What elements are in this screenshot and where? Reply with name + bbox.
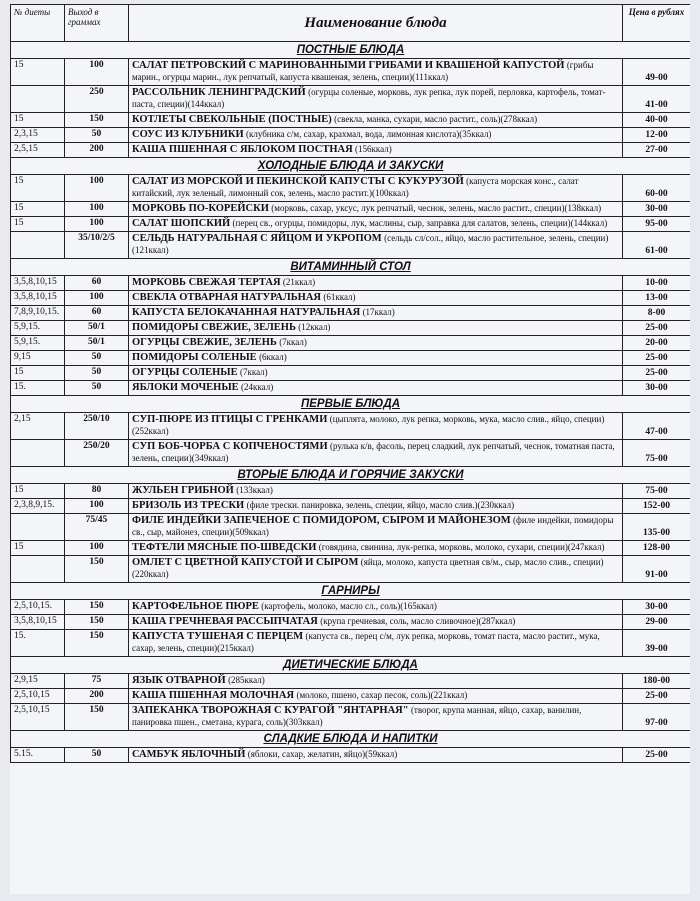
diet-numbers: 2,5,15	[11, 143, 65, 158]
dish-name: МОРКОВЬ СВЕЖАЯ ТЕРТАЯ	[132, 277, 281, 288]
section-title: СЛАДКИЕ БЛЮДА И НАПИТКИ	[11, 731, 691, 748]
dish-name: КОТЛЕТЫ СВЕКОЛЬНЫЕ (ПОСТНЫЕ)	[132, 114, 332, 125]
diet-numbers: 15	[11, 484, 65, 499]
dish-price: 128-00	[623, 541, 691, 556]
portion-output: 150	[65, 556, 129, 583]
dish-name: ЗАПЕКАНКА ТВОРОЖНАЯ С КУРАГОЙ "ЯНТАРНАЯ"	[132, 705, 409, 716]
dish-price: 12-00	[623, 128, 691, 143]
diet-numbers: 15	[11, 202, 65, 217]
diet-numbers: 15	[11, 175, 65, 202]
dish-cell	[129, 541, 623, 556]
diet-numbers: 2,5,10,15	[11, 689, 65, 704]
dish-price: 29-00	[623, 615, 691, 630]
diet-numbers	[11, 232, 65, 259]
portion-output: 150	[65, 615, 129, 630]
portion-output: 100	[65, 202, 129, 217]
dish-cell	[129, 175, 623, 202]
header-diet: № диеты	[11, 5, 65, 42]
dish-description: (яйца, молоко, капуста цветная св/м., сыр, масло слив., специи)(220ккал)	[132, 557, 604, 579]
menu-table	[10, 4, 690, 763]
header-price: Цена в рублях	[623, 5, 691, 42]
dish-description: (свекла, манка, сухари, масло растит., соль)(278ккал)	[334, 114, 538, 124]
dish-name: САЛАТ ШОПСКИЙ	[132, 218, 231, 229]
diet-numbers: 2,15	[11, 413, 65, 440]
portion-output: 75/45	[65, 514, 129, 541]
portion-output: 50	[65, 366, 129, 381]
diet-numbers: 2,5,10,15.	[11, 600, 65, 615]
section-header	[11, 259, 691, 276]
dish-cell	[129, 704, 623, 731]
dish-name: ОГУРЦЫ СОЛЕНЫЕ	[132, 367, 238, 378]
dish-description: (61ккал)	[323, 292, 356, 302]
menu-item-row	[11, 674, 691, 689]
dish-price: 25-00	[623, 366, 691, 381]
dish-description: (12ккал)	[298, 322, 331, 332]
portion-output: 150	[65, 600, 129, 615]
dish-description: (молоко, пшено, сахар песок, соль)(221ккал)	[296, 690, 468, 700]
section-title: ХОЛОДНЫЕ БЛЮДА И ЗАКУСКИ	[11, 158, 691, 175]
dish-price: 49-00	[623, 59, 691, 86]
menu-item-row	[11, 276, 691, 291]
portion-output: 150	[65, 704, 129, 731]
diet-numbers: 15	[11, 113, 65, 128]
dish-name: ЯБЛОКИ МОЧЕНЫЕ	[132, 382, 239, 393]
menu-item-row	[11, 86, 691, 113]
portion-output: 50/1	[65, 321, 129, 336]
dish-price: 40-00	[623, 113, 691, 128]
dish-cell	[129, 276, 623, 291]
dish-name: КАША ПШЕННАЯ С ЯБЛОКОМ ПОСТНАЯ	[132, 144, 353, 155]
dish-cell	[129, 86, 623, 113]
header-row	[11, 5, 691, 42]
menu-item-row	[11, 615, 691, 630]
dish-cell	[129, 351, 623, 366]
dish-cell	[129, 748, 623, 763]
diet-numbers: 2,3,15	[11, 128, 65, 143]
dish-price: 39-00	[623, 630, 691, 657]
dish-cell	[129, 59, 623, 86]
dish-name: СВЕКЛА ОТВАРНАЯ НАТУРАЛЬНАЯ	[132, 292, 321, 303]
diet-numbers: 15	[11, 217, 65, 232]
diet-numbers: 15	[11, 366, 65, 381]
dish-price: 20-00	[623, 336, 691, 351]
dish-name: КАПУСТА ТУШЕНАЯ С ПЕРЦЕМ	[132, 631, 304, 642]
diet-numbers: 15	[11, 59, 65, 86]
portion-output: 100	[65, 175, 129, 202]
dish-name: САМБУК ЯБЛОЧНЫЙ	[132, 749, 246, 760]
dish-description: (133ккал)	[236, 485, 273, 495]
menu-item-row	[11, 748, 691, 763]
dish-name: СУП-ПЮРЕ ИЗ ПТИЦЫ С ГРЕНКАМИ	[132, 414, 328, 425]
dish-price: 30-00	[623, 202, 691, 217]
menu-item-row	[11, 306, 691, 321]
diet-numbers: 2,3,8,9,15.	[11, 499, 65, 514]
dish-cell	[129, 484, 623, 499]
dish-cell	[129, 321, 623, 336]
dish-description: (творог, крупа манная, яйцо, сахар, ванилин, панировка пшен., сметана, курага, соль)(303ккал)	[132, 705, 582, 727]
dish-price: 30-00	[623, 600, 691, 615]
diet-numbers: 5.15.	[11, 748, 65, 763]
dish-name: ПОМИДОРЫ СВЕЖИЕ, ЗЕЛЕНЬ	[132, 322, 296, 333]
dish-name: ТЕФТЕЛИ МЯСНЫЕ ПО-ШВЕДСКИ	[132, 542, 317, 553]
menu-item-row	[11, 217, 691, 232]
diet-numbers: 5,9,15.	[11, 336, 65, 351]
section-header	[11, 396, 691, 413]
dish-price: 25-00	[623, 351, 691, 366]
menu-item-row	[11, 321, 691, 336]
header-name: Наименование блюда	[129, 5, 623, 42]
section-title: ВИТАМИННЫЙ СТОЛ	[11, 259, 691, 276]
portion-output: 75	[65, 674, 129, 689]
dish-description: (картофель, молоко, масло сл., соль)(165ккал)	[261, 601, 437, 611]
dish-price: 152-00	[623, 499, 691, 514]
dish-price: 75-00	[623, 484, 691, 499]
diet-numbers: 3,5,8,10,15	[11, 615, 65, 630]
portion-output: 100	[65, 541, 129, 556]
dish-price: 8-00	[623, 306, 691, 321]
dish-name: КАША ГРЕЧНЕВАЯ РАССЫПЧАТАЯ	[132, 616, 318, 627]
diet-numbers: 5,9,15.	[11, 321, 65, 336]
dish-price: 91-00	[623, 556, 691, 583]
menu-item-row	[11, 630, 691, 657]
portion-output: 60	[65, 276, 129, 291]
dish-price: 25-00	[623, 321, 691, 336]
header-output: Выход в граммах	[65, 5, 129, 42]
section-header	[11, 158, 691, 175]
dish-cell	[129, 202, 623, 217]
menu-item-row	[11, 232, 691, 259]
dish-cell	[129, 689, 623, 704]
dish-name: САЛАТ ПЕТРОВСКИЙ С МАРИНОВАННЫМИ ГРИБАМИ И КВАШЕНОЙ КАПУСТОЙ	[132, 60, 565, 71]
diet-numbers	[11, 514, 65, 541]
dish-cell	[129, 291, 623, 306]
dish-price: 10-00	[623, 276, 691, 291]
menu-item-row	[11, 128, 691, 143]
diet-numbers: 3,5,8,10,15	[11, 291, 65, 306]
dish-description: (грибы марин., огурцы марин., лук репчатый, капуста квашеная, зелень, специи)(111ккал)	[132, 60, 594, 82]
dish-price: 97-00	[623, 704, 691, 731]
dish-name: ОМЛЕТ С ЦВЕТНОЙ КАПУСТОЙ И СЫРОМ	[132, 557, 359, 568]
dish-price: 30-00	[623, 381, 691, 396]
dish-name: ЯЗЫК ОТВАРНОЙ	[132, 675, 226, 686]
dish-name: КАРТОФЕЛЬНОЕ ПЮРЕ	[132, 601, 259, 612]
section-header	[11, 42, 691, 59]
menu-item-row	[11, 59, 691, 86]
menu-item-row	[11, 440, 691, 467]
dish-cell	[129, 128, 623, 143]
dish-price: 41-00	[623, 86, 691, 113]
section-title: ВТОРЫЕ БЛЮДА И ГОРЯЧИЕ ЗАКУСКИ	[11, 467, 691, 484]
dish-price: 75-00	[623, 440, 691, 467]
dish-price: 47-00	[623, 413, 691, 440]
menu-item-row	[11, 202, 691, 217]
dish-name: ЖУЛЬЕН ГРИБНОЙ	[132, 485, 234, 496]
dish-name: КАША ПШЕННАЯ МОЛОЧНАЯ	[132, 690, 295, 701]
section-header	[11, 583, 691, 600]
portion-output: 50	[65, 381, 129, 396]
dish-description: (17ккал)	[362, 307, 395, 317]
dish-price: 27-00	[623, 143, 691, 158]
portion-output: 35/10/2/5	[65, 232, 129, 259]
diet-numbers: 7,8,9,10,15.	[11, 306, 65, 321]
dish-cell	[129, 630, 623, 657]
dish-description: (клубника с/м, сахар, крахмал, вода, лимонная кислота)(35ккал)	[245, 129, 492, 139]
diet-numbers: 2,9,15	[11, 674, 65, 689]
portion-output: 80	[65, 484, 129, 499]
menu-item-row	[11, 413, 691, 440]
dish-name: БРИЗОЛЬ ИЗ ТРЕСКИ	[132, 500, 245, 511]
portion-output: 200	[65, 143, 129, 158]
portion-output: 100	[65, 217, 129, 232]
portion-output: 50	[65, 748, 129, 763]
portion-output: 50	[65, 128, 129, 143]
menu-item-row	[11, 366, 691, 381]
dish-description: (крупа гречневая, соль, масло сливочное)(287ккал)	[320, 616, 516, 626]
dish-description: (285ккал)	[228, 675, 265, 685]
diet-numbers	[11, 86, 65, 113]
dish-cell	[129, 336, 623, 351]
dish-description: (перец св., огурцы, помидоры, лук, маслины, сыр, заправка для салатов, зелень, специи)(144ккал)	[232, 218, 608, 228]
menu-body	[11, 42, 691, 763]
dish-cell	[129, 615, 623, 630]
dish-description: (цыплята, молоко, лук репка, морковь, мука, масло слив., яйцо, специи)(252ккал)	[132, 414, 605, 436]
dish-name: СЕЛЬДЬ НАТУРАЛЬНАЯ С ЯЙЦОМ И УКРОПОМ	[132, 233, 382, 244]
dish-name: ПОМИДОРЫ СОЛЕНЫЕ	[132, 352, 257, 363]
dish-cell	[129, 113, 623, 128]
section-title: ПОСТНЫЕ БЛЮДА	[11, 42, 691, 59]
dish-description: (филе индейки, помидоры св., сыр, майонез, специи)(509ккал)	[132, 515, 614, 537]
dish-description: (капуста морская конс., салат китайский, лук зеленый, лимонный сок, зелень, масло растит.)(100ккал)	[132, 176, 579, 198]
menu-item-row	[11, 484, 691, 499]
dish-description: (рулька к/в, фасоль, перец сладкий, лук репчатый, чеснок, томатная паста, зелень, специи)(349ккал)	[132, 441, 615, 463]
portion-output: 100	[65, 291, 129, 306]
dish-price: 25-00	[623, 748, 691, 763]
section-title: ДИЕТИЧЕСКИЕ БЛЮДА	[11, 657, 691, 674]
portion-output: 60	[65, 306, 129, 321]
dish-name: САЛАТ ИЗ МОРСКОЙ И ПЕКИНСКОЙ КАПУСТЫ С КУКУРУЗОЙ	[132, 176, 464, 187]
diet-numbers: 15	[11, 541, 65, 556]
dish-cell	[129, 674, 623, 689]
dish-cell	[129, 440, 623, 467]
portion-output: 150	[65, 630, 129, 657]
menu-sheet	[10, 4, 690, 894]
diet-numbers	[11, 556, 65, 583]
dish-description: (филе трески. панировка, зелень, специи, яйцо, масло слив.)(230ккал)	[246, 500, 515, 510]
dish-price: 25-00	[623, 689, 691, 704]
portion-output: 100	[65, 499, 129, 514]
menu-item-row	[11, 113, 691, 128]
dish-cell	[129, 217, 623, 232]
dish-name: РАССОЛЬНИК ЛЕНИНГРАДСКИЙ	[132, 87, 306, 98]
diet-numbers: 15.	[11, 381, 65, 396]
diet-numbers: 9,15	[11, 351, 65, 366]
portion-output: 50/1	[65, 336, 129, 351]
dish-description: (сельдь сл/сол., яйцо, масло растительное, зелень, специи)(121ккал)	[132, 233, 609, 255]
dish-cell	[129, 366, 623, 381]
portion-output: 200	[65, 689, 129, 704]
dish-price: 61-00	[623, 232, 691, 259]
dish-description: (огурцы соленые, морковь, лук репка, лук порей, перловка, картофель, томат-паста, специи)(144ккал)	[132, 87, 606, 109]
dish-name: ОГУРЦЫ СВЕЖИЕ, ЗЕЛЕНЬ	[132, 337, 277, 348]
dish-description: (морковь, сахар, уксус, лук репчатый, чеснок, зелень, масло растит., специи)(138ккал)	[271, 203, 602, 213]
menu-item-row	[11, 600, 691, 615]
portion-output: 150	[65, 113, 129, 128]
dish-name: СУП БОБ-ЧОРБА С КОПЧЕНОСТЯМИ	[132, 441, 328, 452]
dish-description: (7ккал)	[279, 337, 307, 347]
menu-item-row	[11, 541, 691, 556]
dish-description: (говядина, свинина, лук-репка, морковь, молоко, сухари, специи)(247ккал)	[318, 542, 605, 552]
dish-price: 180-00	[623, 674, 691, 689]
portion-output: 250	[65, 86, 129, 113]
dish-description: (24ккал)	[241, 382, 274, 392]
dish-name: ФИЛЕ ИНДЕЙКИ ЗАПЕЧЕНОЕ С ПОМИДОРОМ, СЫРОМ И МАЙОНЕЗОМ	[132, 515, 511, 526]
diet-numbers: 3,5,8,10,15	[11, 276, 65, 291]
section-header	[11, 731, 691, 748]
dish-description: (21ккал)	[282, 277, 316, 287]
section-header	[11, 657, 691, 674]
menu-item-row	[11, 175, 691, 202]
diet-numbers: 15.	[11, 630, 65, 657]
dish-description: (капуста св., перец с/м, лук репка, морковь, томат паста, масло растит., мука, сахар, зелень, специи)(215ккал)	[132, 631, 600, 653]
dish-cell	[129, 514, 623, 541]
menu-item-row	[11, 514, 691, 541]
dish-description: (яблоки, сахар, желатин, яйцо)(59ккал)	[247, 749, 398, 759]
menu-item-row	[11, 499, 691, 514]
dish-name: КАПУСТА БЕЛОКАЧАННАЯ НАТУРАЛЬНАЯ	[132, 307, 361, 318]
dish-cell	[129, 143, 623, 158]
diet-numbers: 2,5,10,15	[11, 704, 65, 731]
section-title: ПЕРВЫЕ БЛЮДА	[11, 396, 691, 413]
dish-price: 13-00	[623, 291, 691, 306]
dish-cell	[129, 413, 623, 440]
menu-item-row	[11, 381, 691, 396]
menu-item-row	[11, 351, 691, 366]
menu-item-row	[11, 689, 691, 704]
dish-cell	[129, 232, 623, 259]
diet-numbers	[11, 440, 65, 467]
dish-name: СОУС ИЗ КЛУБНИКИ	[132, 129, 244, 140]
section-title: ГАРНИРЫ	[11, 583, 691, 600]
portion-output: 250/20	[65, 440, 129, 467]
section-header	[11, 467, 691, 484]
dish-price: 60-00	[623, 175, 691, 202]
dish-cell	[129, 499, 623, 514]
portion-output: 100	[65, 59, 129, 86]
dish-cell	[129, 306, 623, 321]
dish-description: (6ккал)	[259, 352, 287, 362]
dish-name: МОРКОВЬ ПО-КОРЕЙСКИ	[132, 203, 269, 214]
dish-cell	[129, 600, 623, 615]
menu-item-row	[11, 143, 691, 158]
portion-output: 250/10	[65, 413, 129, 440]
dish-description: (7ккал)	[239, 367, 268, 377]
dish-cell	[129, 381, 623, 396]
dish-description: (156ккал)	[355, 144, 392, 154]
dish-price: 95-00	[623, 217, 691, 232]
dish-price: 135-00	[623, 514, 691, 541]
menu-item-row	[11, 336, 691, 351]
menu-item-row	[11, 291, 691, 306]
menu-item-row	[11, 556, 691, 583]
dish-cell	[129, 556, 623, 583]
menu-item-row	[11, 704, 691, 731]
portion-output: 50	[65, 351, 129, 366]
